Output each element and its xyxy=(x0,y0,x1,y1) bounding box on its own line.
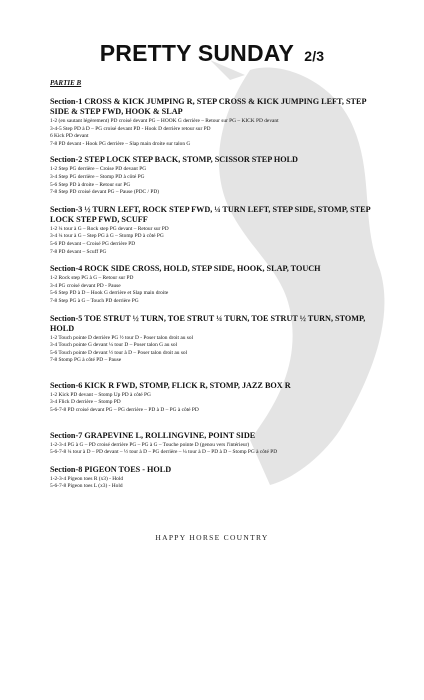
part-label: PARTIE B xyxy=(50,79,82,87)
section-heading: Section-5 TOE STRUT ½ TURN, TOE STRUT ¼ TURN, TOE STRUT ½ TURN, STOMP, HOLD xyxy=(50,313,366,333)
step-line: 3-4-5 Step PD à D – PG croisé devant PD - Hook D derrière retour sur PD xyxy=(50,125,211,132)
section-heading: Section-7 GRAPEVINE L, ROLLINGVINE, POINT SIDE xyxy=(50,430,256,440)
step-line: 5-6-7-8 ¼ tour à D – PD devant – ½ tour à D – PG derrière – ¼ tour à D – PD à D – Stomp PG à côté PD xyxy=(50,449,278,456)
footer-logo-text: HAPPY HORSE COUNTRY xyxy=(155,533,269,542)
step-line: 1-2-3-4 PG à G – PD croisé derrière PG – PG à G – Touche pointe D (genou vers l'intérieur) xyxy=(50,441,250,448)
step-line: 7-8 PD devant - Hook PG derrière – Slap main droite sur talon G xyxy=(50,140,191,147)
section-2 xyxy=(50,155,376,196)
title-text: PRETTY SUNDAY xyxy=(99,40,294,66)
section-heading: Section-6 KICK R FWD, STOMP, FLICK R, STOMP, JAZZ BOX R xyxy=(50,380,291,390)
step-line: 1-2 Rock step PG à G – Retour sur PD xyxy=(50,275,134,282)
step-line: 7-8 Step PG à G – Touch PD derrière PG xyxy=(50,297,139,304)
section-heading: Section-2 STEP LOCK STEP BACK, STOMP, SCISSOR STEP HOLD xyxy=(50,155,298,165)
step-line: 1-2 ¼ tour à G – Rock step PG devant – Retour sur PD xyxy=(50,225,169,232)
step-line: 1-2 Touch pointe D derrière PG ½ tour D - Poser talon droit au sol xyxy=(50,334,194,341)
step-line: 3-4 Touch pointe G devant ¼ tour D – Poser talon G au sol xyxy=(50,342,178,349)
section-heading: Section-4 ROCK SIDE CROSS, HOLD, STEP SIDE, HOOK, SLAP, TOUCH xyxy=(50,264,321,274)
step-line: 7-8 PD devant – Scuff PG xyxy=(50,248,107,255)
step-line: 3-4 Step PG derrière – Stomp PD à côté PG xyxy=(50,173,145,180)
section-1 xyxy=(50,97,376,148)
step-line: 3-4 PG croisé devant PD - Pause xyxy=(50,282,121,289)
section-heading: Section-8 PIGEON TOES - HOLD xyxy=(50,464,172,474)
step-line: 3-4 ¼ tour à G – Step PG à G – Stomp PD à côté PG xyxy=(50,233,164,240)
step-line: 5-6 Step PD à droite – Retour sur PG xyxy=(50,181,131,188)
section-4 xyxy=(50,264,376,305)
section-8 xyxy=(50,465,376,491)
step-line: 1-2 Kick PD devant – Stomp Up PD à côté PG xyxy=(50,391,151,398)
sections-container xyxy=(50,94,376,491)
page-number: 2/3 xyxy=(304,48,325,64)
step-line: 6 Kick PD devant xyxy=(50,133,89,140)
step-line: 5-6 PD devant – Croisé PG derrière PD xyxy=(50,240,136,247)
section-5 xyxy=(50,314,376,365)
section-heading: Section-1 CROSS & KICK JUMPING R, STEP CROSS & KICK JUMPING LEFT, STEP SIDE & STEP FWD, HOOK & SLAP xyxy=(50,97,367,116)
step-line: 5-6-7-8 Pigeon toes L (x3) - Hold xyxy=(50,483,123,490)
step-line: 1-2-3-4 Pigeon toes R (x3) - Hold xyxy=(50,475,124,482)
step-line: 1-2 Step PG derrière – Croise PD devant PG xyxy=(50,166,147,173)
section-7 xyxy=(50,431,376,457)
step-line: 7-8 Step PD croisé devant PG – Pause (PDC / PD) xyxy=(50,189,160,196)
section-6 xyxy=(50,381,376,415)
step-line: 5-6 Touch pointe D devant ½ tour à D – Poser talon droit au sol xyxy=(50,349,188,356)
step-line: 1-2 (en sautant légèrement) PD croisé devant PG – HOOK G derrière – Retour sur PG – KICK PD devant xyxy=(50,118,279,124)
step-line: 5-6-7-8 PD croisé devant PG – PG derrière – PD à D – PG à côté PD xyxy=(50,407,199,414)
section-heading: Section-3 ½ TURN LEFT, ROCK STEP FWD, ¼ TURN LEFT, STEP SIDE, STOMP, STEP LOCK STEP FWD, SCUFF xyxy=(50,204,371,224)
step-line: 3-4 Flick D derrière – Stomp PD xyxy=(50,399,121,406)
step-line: 5-6 Step PD à D – Hook G derrière et Slap main droite xyxy=(50,290,169,297)
page-title xyxy=(0,40,424,67)
section-3 xyxy=(50,205,376,256)
step-line: 7-8 Stomp PG à côté PD – Pause xyxy=(50,357,122,364)
